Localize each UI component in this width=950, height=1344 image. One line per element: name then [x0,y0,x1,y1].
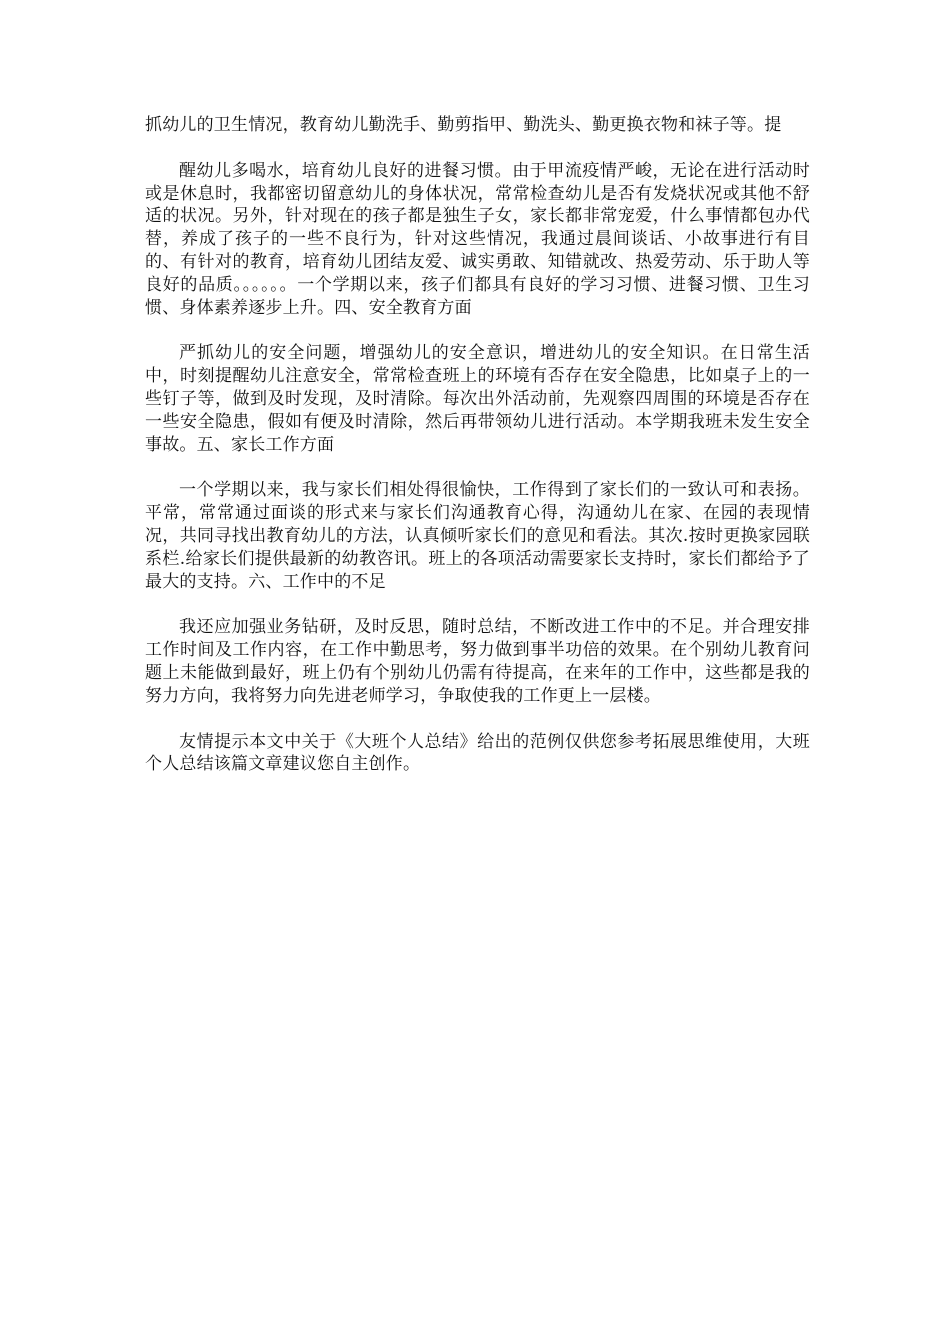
paragraph-safety-education: 严抓幼儿的安全问题，增强幼儿的安全意识，增进幼儿的安全知识。在日常生活中，时刻提醒幼儿注意安全，常常检查班上的环境有否存在安全隐患，比如桌子上的一些钉子等，做到及时发现，及时清除。每次出外活动前，先观察四周围的环境是否存在一些安全隐患，假如有便及时清除，然后再带领幼儿进行活动。本学期我班未发生安全事故。五、家长工作方面 [145,343,810,455]
paragraph-health-and-habits: 醒幼儿多喝水，培育幼儿良好的进餐习惯。由于甲流疫情严峻，无论在进行活动时或是休息时，我都密切留意幼儿的身体状况，常常检查幼儿是否有发烧状况或其他不舒适的状况。另外，针对现在的孩子都是独生子女，家长都非常宠爱，什么事情都包办代替，养成了孩子的一些不良行为，针对这些情况，我通过晨间谈话、小故事进行有目的、有针对的教育，培育幼儿团结友爱、诚实勇敢、知错就改、热爱劳动、乐于助人等良好的品质。。。。。。一个学期以来，孩子们都具有良好的学习习惯、进餐习惯、卫生习惯、身体素养逐步上升。四、安全教育方面 [145,160,810,318]
paragraph-friendly-notice: 友情提示本文中关于《大班个人总结》给出的范例仅供您参考拓展思维使用，大班个人总结该篇文章建议您自主创作。 [145,731,810,775]
document-page [145,114,810,799]
paragraph-shortcomings: 我还应加强业务钻研，及时反思，随时总结，不断改进工作中的不足。并合理安排工作时间及工作内容，在工作中勤思考，努力做到事半功倍的效果。在个别幼儿教育问题上未能做到最好，班上仍有个别幼儿仍需有待提高，在来年的工作中，这些都是我的努力方向，我将努力向先进老师学习，争取使我的工作更上一层楼。 [145,617,810,706]
paragraph-hygiene-education: 抓幼儿的卫生情况，教育幼儿勤洗手、勤剪指甲、勤洗头、勤更换衣物和袜子等。提 [145,115,782,135]
paragraph-parent-work: 一个学期以来，我与家长们相处得很愉快，工作得到了家长们的一致认可和表扬。平常，常常通过面谈的形式来与家长们沟通教育心得，沟通幼儿在家、在园的表现情况，共同寻找出教育幼儿的方法，认真倾听家长们的意见和看法。其次.按时更换家园联系栏.给家长们提供最新的幼教咨讯。班上的各项活动需要家长支持时，家长们都给予了最大的支持。六、工作中的不足 [145,480,810,592]
